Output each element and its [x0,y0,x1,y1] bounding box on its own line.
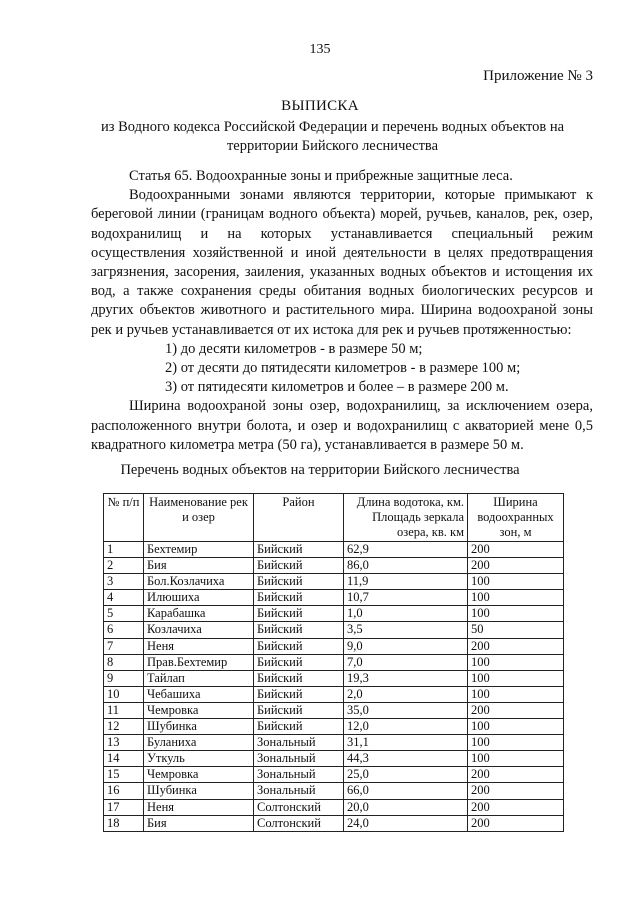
header-zone-width: Ширина водоохранных зон, м [468,494,564,542]
table-row [104,719,564,735]
table-row [104,622,564,638]
cell-width: 200 [468,702,564,718]
header-number: № п/п [104,494,144,542]
cell-length: 9,0 [344,638,468,654]
cell-district: Зональный [254,735,344,751]
cell-width: 100 [468,654,564,670]
cell-width: 200 [468,767,564,783]
cell-district: Бийский [254,719,344,735]
cell-number: 17 [104,799,144,815]
cell-name: Шубинка [144,719,254,735]
cell-name: Бехтемир [144,542,254,558]
cell-length: 11,9 [344,574,468,590]
cell-length: 20,0 [344,799,468,815]
cell-length: 1,0 [344,606,468,622]
header-district: Район [254,494,344,542]
cell-number: 16 [104,783,144,799]
cell-district: Бийский [254,558,344,574]
cell-width: 200 [468,542,564,558]
cell-width: 50 [468,622,564,638]
table-row [104,702,564,718]
cell-width: 200 [468,558,564,574]
table-row [104,590,564,606]
list-item: 2) от десяти до пятидесяти километров - в размере 100 м; [165,360,521,377]
table-row [104,799,564,815]
cell-number: 6 [104,622,144,638]
cell-district: Бийский [254,622,344,638]
cell-number: 5 [104,606,144,622]
cell-number: 18 [104,815,144,831]
cell-width: 100 [468,686,564,702]
cell-district: Бийский [254,702,344,718]
paragraph-lakes: Ширина водоохраной зоны озер, водохранилищ, за исключением озера, расположенного внутри болота, и озер и водохранилищ с акваторией мене 0,5 квадратного километра метра (50 га), устанавливается в размере 50 м. [91,398,593,453]
cell-length: 24,0 [344,815,468,831]
cell-width: 100 [468,574,564,590]
cell-name: Бол.Козлачиха [144,574,254,590]
cell-number: 14 [104,751,144,767]
table-body [104,542,564,832]
appendix-label: Приложение № 3 [483,68,593,84]
list-item: 3) от пятидесяти километров и более – в размере 200 м. [165,379,509,396]
cell-number: 1 [104,542,144,558]
body-text [91,167,593,455]
cell-length: 3,5 [344,622,468,638]
cell-length: 10,7 [344,590,468,606]
cell-length: 12,0 [344,719,468,735]
cell-number: 15 [104,767,144,783]
cell-number: 11 [104,702,144,718]
cell-district: Бийский [254,606,344,622]
table-row [104,542,564,558]
cell-length: 2,0 [344,686,468,702]
cell-length: 25,0 [344,767,468,783]
cell-district: Бийский [254,542,344,558]
table-row [104,751,564,767]
cell-length: 86,0 [344,558,468,574]
cell-district: Бийский [254,638,344,654]
table-row [104,735,564,751]
cell-length: 7,0 [344,654,468,670]
cell-district: Бийский [254,574,344,590]
cell-number: 12 [104,719,144,735]
cell-width: 100 [468,719,564,735]
table-row [104,558,564,574]
cell-district: Бийский [254,686,344,702]
cell-name: Илюшиха [144,590,254,606]
document-subtitle: из Водного кодекса Российской Федерации и перечень водных объектов на территории Бийского лесничества [100,119,565,154]
table-row [104,606,564,622]
cell-name: Прав.Бехтемир [144,654,254,670]
cell-number: 8 [104,654,144,670]
cell-number: 10 [104,686,144,702]
table-row [104,654,564,670]
cell-district: Бийский [254,670,344,686]
table-row [104,767,564,783]
cell-length: 31,1 [344,735,468,751]
cell-width: 100 [468,735,564,751]
cell-district: Солтонский [254,799,344,815]
list-item: 1) до десяти километров - в размере 50 м; [165,340,423,357]
cell-name: Буланиха [144,735,254,751]
paragraph-definition: Водоохранными зонами являются территории, которые примыкают к береговой линии (границам водного объекта) морей, ручьев, каналов, рек, озер, водохранилищ и на которых устанавливается специальный режим осуществления хозяйственной и иной деятельности в целях предотвращения загрязнения, засорения, заиления, указанных водных объектов и истощения их вод, а также сохранения среды обитания водных биологических ресурсов и других объектов животного и растительного мира. Ширина водоохраной зоны рек и ручьев устанавливается от их истока для рек и ручьев протяженностью: [91,187,593,338]
cell-number: 7 [104,638,144,654]
cell-length: 35,0 [344,702,468,718]
cell-length: 19,3 [344,670,468,686]
cell-width: 200 [468,799,564,815]
document-title: ВЫПИСКА [281,98,359,114]
cell-name: Неня [144,799,254,815]
cell-width: 100 [468,590,564,606]
header-length-area: Длина водотока, км. Площадь зеркала озера, кв. км [344,494,468,542]
water-bodies-table [103,493,564,832]
table-header-row [104,494,564,542]
cell-width: 200 [468,638,564,654]
cell-number: 3 [104,574,144,590]
cell-name: Шубинка [144,783,254,799]
cell-name: Неня [144,638,254,654]
header-name: Наименование рек и озер [144,494,254,542]
cell-district: Зональный [254,783,344,799]
cell-district: Зональный [254,751,344,767]
cell-name: Бия [144,815,254,831]
cell-name: Козлачиха [144,622,254,638]
table-row [104,815,564,831]
cell-name: Уткуль [144,751,254,767]
table-row [104,638,564,654]
cell-number: 2 [104,558,144,574]
table-row [104,783,564,799]
cell-number: 9 [104,670,144,686]
cell-width: 200 [468,783,564,799]
page-number: 135 [309,42,331,57]
table-title: Перечень водных объектов на территории Бийского лесничества [120,462,520,478]
cell-length: 66,0 [344,783,468,799]
cell-district: Зональный [254,767,344,783]
cell-width: 100 [468,606,564,622]
cell-number: 4 [104,590,144,606]
cell-length: 44,3 [344,751,468,767]
cell-width: 100 [468,670,564,686]
cell-name: Чебашиха [144,686,254,702]
cell-name: Чемровка [144,767,254,783]
table-row [104,670,564,686]
cell-width: 200 [468,815,564,831]
cell-district: Солтонский [254,815,344,831]
cell-number: 13 [104,735,144,751]
article-heading: Статья 65. Водоохранные зоны и прибрежные защитные леса. [129,168,513,184]
table-row [104,574,564,590]
table-row [104,686,564,702]
cell-name: Бия [144,558,254,574]
cell-district: Бийский [254,654,344,670]
cell-district: Бийский [254,590,344,606]
cell-name: Тайлап [144,670,254,686]
cell-length: 62,9 [344,542,468,558]
cell-name: Чемровка [144,702,254,718]
cell-name: Карабашка [144,606,254,622]
cell-width: 100 [468,751,564,767]
